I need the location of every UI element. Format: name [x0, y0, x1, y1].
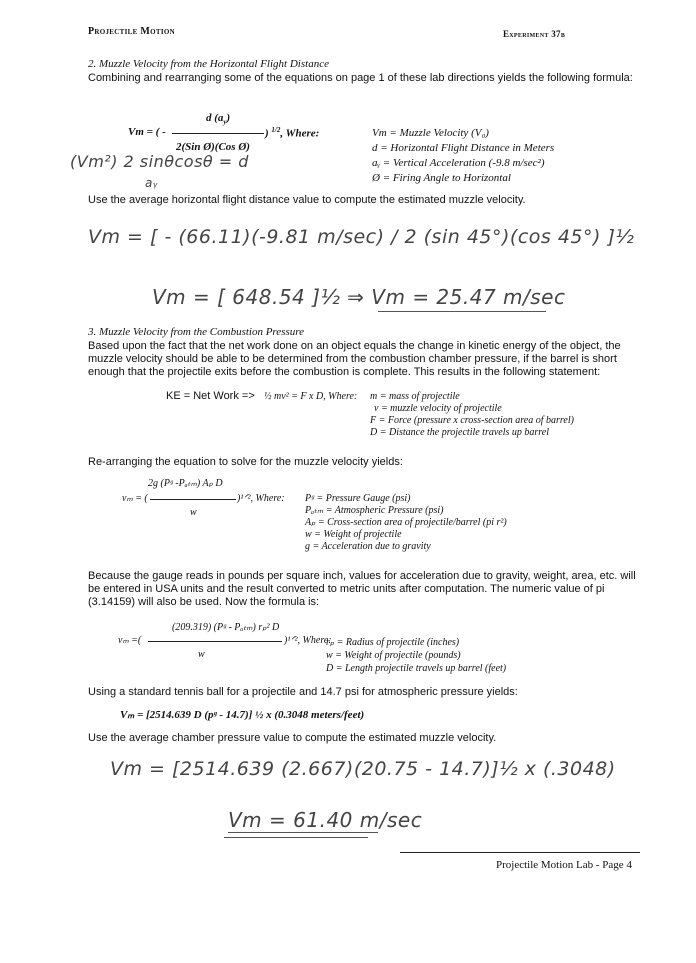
formula-denominator: 2(Sin Ø)(Cos Ø) — [176, 141, 250, 153]
formula-lhs: Vm = ( - — [128, 126, 166, 138]
fraction-bar — [172, 133, 264, 134]
definition-item: aᵧ = Vertical Acceleration (-9.8 m/sec²) — [372, 157, 545, 169]
definition-item: w = Weight of projectile (pounds) — [326, 650, 461, 661]
formula3-lhs: vₘ =( — [118, 635, 142, 646]
formula2-numerator: 2g (Pᵍ -Pₐₜₘ) Aₚ D — [148, 478, 223, 489]
definition-item: v = muzzle velocity of projectile — [374, 403, 502, 414]
result-underline — [228, 832, 378, 833]
formula3-numerator: (209.319) (Pᵍ - Pₐₜₘ) rₚ² D — [172, 622, 280, 633]
section-3-heading: 3. Muzzle Velocity from the Combustion Pressure — [88, 326, 305, 338]
footer-rule — [400, 852, 640, 853]
formula3-tail: )¹ᐟ², Where: — [284, 635, 332, 646]
definition-item: Ø = Firing Angle to Horizontal — [372, 172, 511, 184]
rearrange-text: Re-arranging the equation to solve for the muzzle velocity yields: — [88, 456, 403, 468]
ke-formula: ½ mv² = F x D, Where: — [264, 391, 358, 402]
handwritten-calc-3: Vm = [2514.639 (2.667)(20.75 - 14.7)]½ x (.3048) — [110, 758, 616, 780]
final-formula: Vₘ = [2514.639 D (pᵍ - 14.7)] ½ x (0.3048 meters/feet) — [120, 709, 365, 721]
definition-item: Pₐₜₘ = Atmospheric Pressure (psi) — [305, 505, 444, 516]
section-2-heading: 2. Muzzle Velocity from the Horizontal Flight Distance — [88, 58, 329, 70]
definition-item: w = Weight of projectile — [305, 529, 402, 540]
result-underline — [378, 311, 546, 312]
definition-item: Aₚ = Cross-section area of projectile/barrel (pi r²) — [305, 517, 507, 528]
formula-tail: ) $^{1/2}$, Where: — [265, 126, 320, 140]
fraction-bar — [150, 499, 236, 500]
handwritten-calc-1: Vm = [ - (66.11)(-9.81 m/sec) / 2 (sin 45°)(cos 45°) ]½ — [88, 226, 635, 248]
formula2-definitions — [305, 493, 507, 553]
result-underline — [224, 837, 368, 838]
definition-item: D = Distance the projectile travels up barrel — [370, 427, 550, 438]
ke-definitions — [370, 391, 574, 439]
definition-item: D = Length projectile travels up barrel (feet) — [326, 663, 507, 674]
definition-item: g = Acceleration due to gravity — [305, 541, 431, 552]
handwritten-calc-4: Vm = 61.40 m/sec — [228, 808, 423, 832]
formula3-definitions — [326, 636, 506, 675]
formula2-lhs: vₘ = ( — [122, 493, 148, 504]
handwritten-note: (Vm²) 2 sinθcosθ = d — [70, 152, 249, 171]
ke-line: KE = Net Work => — [166, 390, 255, 402]
section-3-intro: Based upon the fact that the net work done on an object equals the change in kinetic energy of the object, the muzzle velocity should be able to be determined from the combustion chamber pressure, if the barrel is short enough that the projectile exits before the combustion is complete. This results in the following statement: — [88, 340, 621, 378]
formula3-denominator: w — [198, 649, 205, 660]
definition-item: Pᵍ = Pressure Gauge (psi) — [305, 493, 411, 504]
formula2-tail: )¹ᐟ², Where: — [237, 493, 285, 504]
footer-page-label: Projectile Motion Lab - Page 4 — [496, 859, 632, 871]
definition-item: Vm = Muzzle Velocity (V₀) — [372, 127, 489, 139]
tennis-text: Using a standard tennis ball for a projectile and 14.7 psi for atmospheric pressure yields: — [88, 686, 518, 698]
definition-item: F = Force (pressure x cross-section area of barrel) — [370, 415, 574, 426]
definition-item: m = mass of projectile — [370, 391, 460, 402]
formula2-denominator: w — [190, 507, 197, 518]
units-note: Because the gauge reads in pounds per square inch, values for acceleration due to gravity, weight, area, etc. will be entered in USA units and the result converted to metric units after computation. The numeric value of pi (3.14159) will also be used. Now the formula is: — [88, 570, 636, 608]
section-2-instruction: Use the average horizontal flight distance value to compute the estimated muzzle velocity. — [88, 194, 526, 206]
formula-numerator: d $(a_y)$ — [206, 112, 231, 127]
handwritten-calc-2: Vm = [ 648.54 ]½ ⇒ Vm = 25.47 m/sec — [152, 285, 566, 309]
handwritten-note-denom: aᵧ — [145, 176, 158, 190]
definition-item: d = Horizontal Flight Distance in Meters — [372, 142, 555, 154]
definitions-list — [372, 126, 554, 186]
fraction-bar — [148, 641, 282, 642]
header-title: Projectile Motion — [88, 26, 175, 37]
header-experiment: Experiment 37b — [503, 29, 566, 39]
section-3-instruction: Use the average chamber pressure value to compute the estimated muzzle velocity. — [88, 732, 497, 744]
section-2-intro: Combining and rearranging some of the equations on page 1 of these lab directions yields the following formula: — [88, 72, 633, 84]
definition-item: rₚ = Radius of projectile (inches) — [326, 637, 460, 648]
